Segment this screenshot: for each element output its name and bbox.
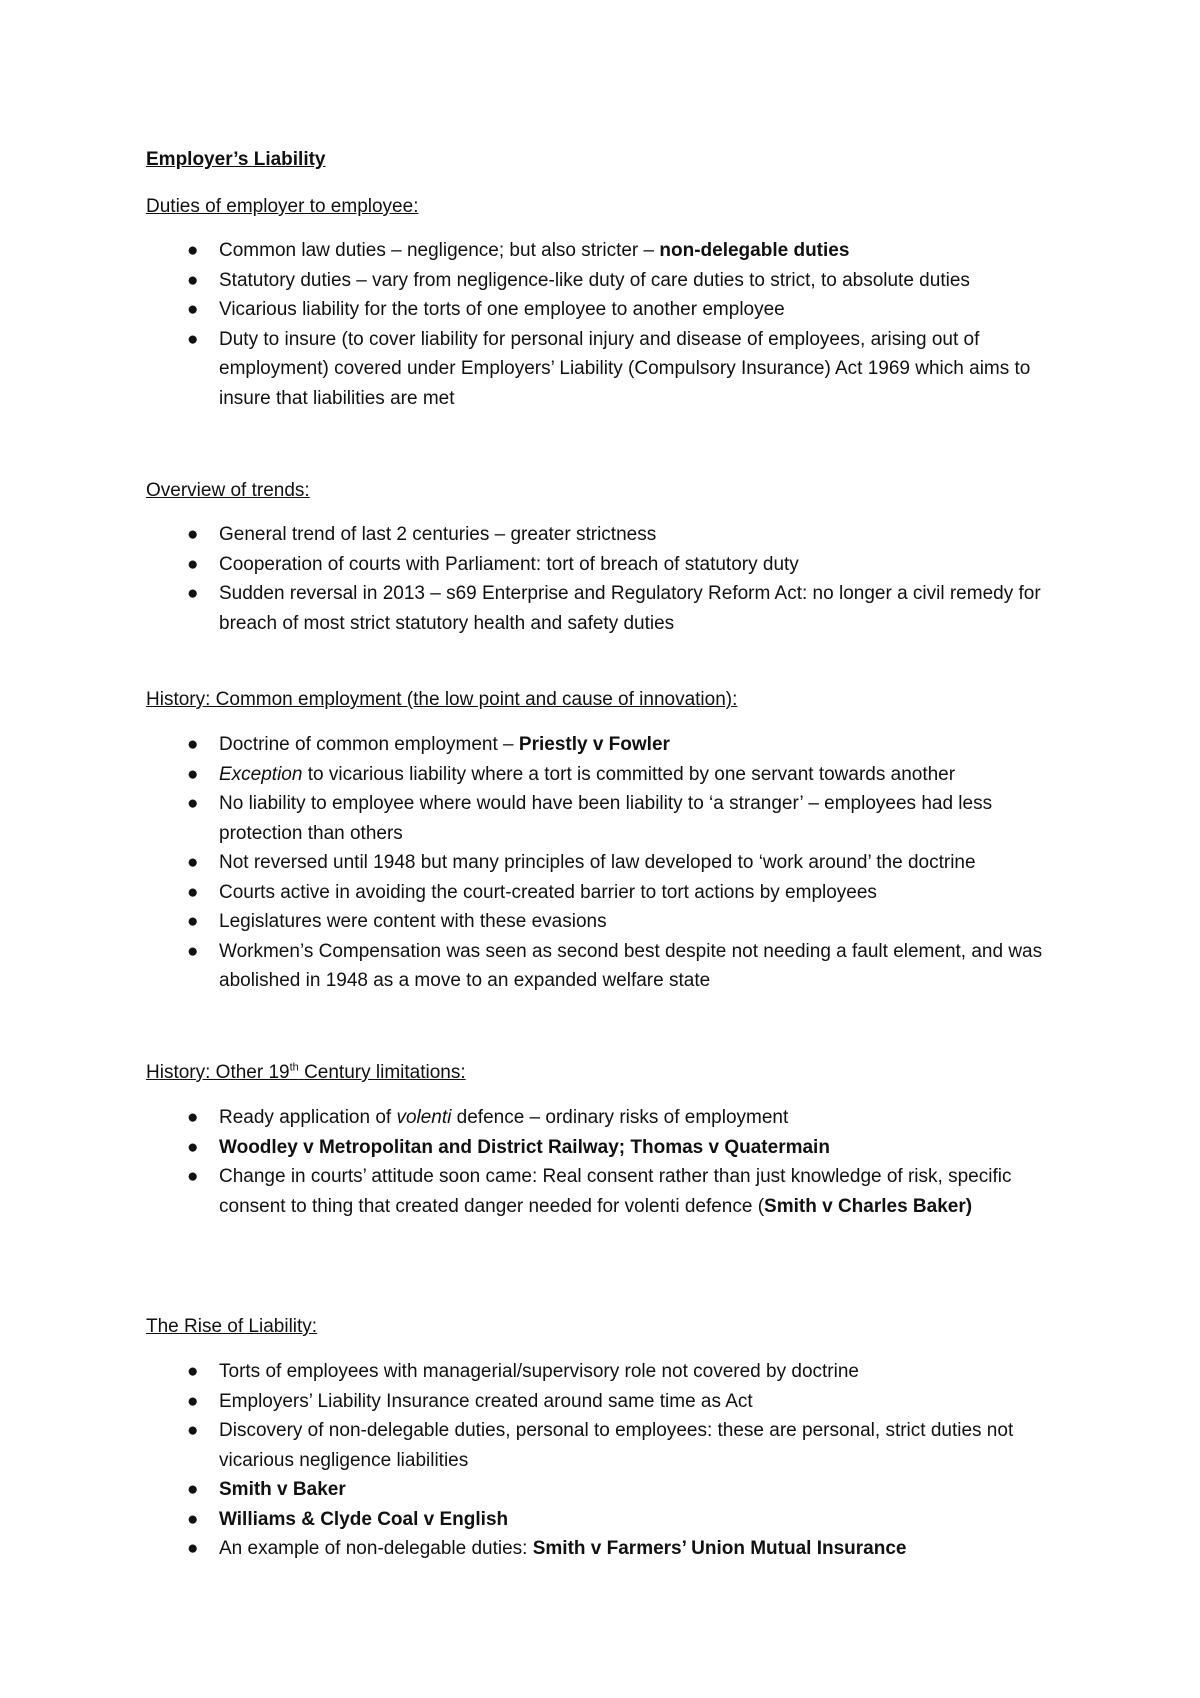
list-item: ● Not reversed until 1948 but many principles of law developed to ‘work around’ the doctrine — [146, 848, 1076, 878]
list-item: ● Employers’ Liability Insurance created around same time as Act — [146, 1387, 1076, 1417]
bullet-icon: ● — [187, 269, 199, 291]
bullet-icon: ● — [187, 1390, 199, 1412]
list-rise-of-liability — [146, 1357, 1076, 1564]
section-heading-overview: Overview of trends: — [146, 480, 310, 501]
bullet-icon: ● — [187, 1420, 199, 1441]
section-heading-duties: Duties of employer to employee: — [146, 196, 419, 217]
bullet-icon: ● — [187, 881, 199, 903]
list-item: ● Woodley v Metropolitan and District Railway; Thomas v Quatermain — [146, 1133, 1076, 1163]
bullet-icon: ● — [187, 240, 199, 261]
bullet-icon: ● — [187, 524, 199, 545]
list-duties — [146, 236, 1076, 413]
list-item: ● Ready application of volenti defence – ordinary risks of employment — [146, 1103, 1076, 1133]
bullet-icon: ● — [187, 940, 199, 962]
bullet-icon: ● — [187, 734, 199, 755]
list-item: ● Courts active in avoiding the court-created barrier to tort actions by employees — [146, 878, 1076, 908]
list-common-employment — [146, 730, 1076, 996]
list-item: ● Change in courts’ attitude soon came: Real consent rather than just knowledge of risk, specific consent to thing that created danger needed for volenti defence (Smith v Charles Baker) — [146, 1162, 1076, 1221]
list-other-limitations — [146, 1103, 1076, 1221]
bullet-icon: ● — [187, 553, 199, 575]
list-item: ● Duty to insure (to cover liability for personal injury and disease of employees, arising out of employment) covered under Employers’ Liability (Compulsory Insurance) Act 1969 which aims to insure that liabilities are met — [146, 325, 1076, 414]
bullet-icon: ● — [187, 852, 199, 873]
list-item: ● Workmen’s Compensation was seen as second best despite not needing a fault element, and was abolished in 1948 as a move to an expanded welfare state — [146, 937, 1076, 996]
section-heading-rise-of-liability: The Rise of Liability: — [146, 1316, 318, 1337]
list-overview — [146, 520, 1076, 638]
bullet-icon: ● — [187, 1136, 199, 1158]
bullet-icon: ● — [187, 328, 199, 350]
bullet-icon: ● — [187, 1538, 199, 1559]
list-item: ● Smith v Baker — [146, 1475, 1076, 1505]
section-heading-other-limitations: History: Other 19th Century limitations: — [146, 1061, 466, 1083]
document-title: Employer’s Liability — [146, 149, 326, 170]
list-item: ● An example of non-delegable duties: Smith v Farmers’ Union Mutual Insurance — [146, 1534, 1076, 1564]
bullet-icon: ● — [187, 1107, 199, 1128]
list-item: ● Torts of employees with managerial/supervisory role not covered by doctrine — [146, 1357, 1076, 1387]
list-item: ● Legislatures were content with these evasions — [146, 907, 1076, 937]
list-item: ● Vicarious liability for the torts of one employee to another employee — [146, 295, 1076, 325]
list-item: ● Exception to vicarious liability where a tort is committed by one servant towards another — [146, 760, 1076, 790]
list-item: ● Discovery of non-delegable duties, personal to employees: these are personal, strict duties not vicarious negligence liabilities — [146, 1416, 1076, 1475]
bullet-icon: ● — [187, 1361, 199, 1382]
bullet-icon: ● — [187, 299, 199, 320]
bullet-icon: ● — [187, 793, 199, 814]
section-heading-common-employment: History: Common employment (the low point and cause of innovation): — [146, 689, 738, 710]
list-item: ● Common law duties – negligence; but also stricter – non-delegable duties — [146, 236, 1076, 266]
list-item: ● Statutory duties – vary from negligence-like duty of care duties to strict, to absolute duties — [146, 266, 1076, 296]
bullet-icon: ● — [187, 911, 199, 932]
bullet-icon: ● — [187, 1166, 199, 1187]
bullet-icon: ● — [187, 583, 199, 604]
list-item: ● Williams & Clyde Coal v English — [146, 1505, 1076, 1535]
bullet-icon: ● — [187, 1479, 199, 1500]
list-item: ● Cooperation of courts with Parliament: tort of breach of statutory duty — [146, 550, 1076, 580]
bullet-icon: ● — [187, 763, 199, 785]
list-item: ● Doctrine of common employment – Priestly v Fowler — [146, 730, 1076, 760]
list-item: ● Sudden reversal in 2013 – s69 Enterprise and Regulatory Reform Act: no longer a civil remedy for breach of most strict statutory health and safety duties — [146, 579, 1076, 638]
list-item: ● No liability to employee where would have been liability to ‘a stranger’ – employees had less protection than others — [146, 789, 1076, 848]
list-item: ● General trend of last 2 centuries – greater strictness — [146, 520, 1076, 550]
bullet-icon: ● — [187, 1508, 199, 1530]
